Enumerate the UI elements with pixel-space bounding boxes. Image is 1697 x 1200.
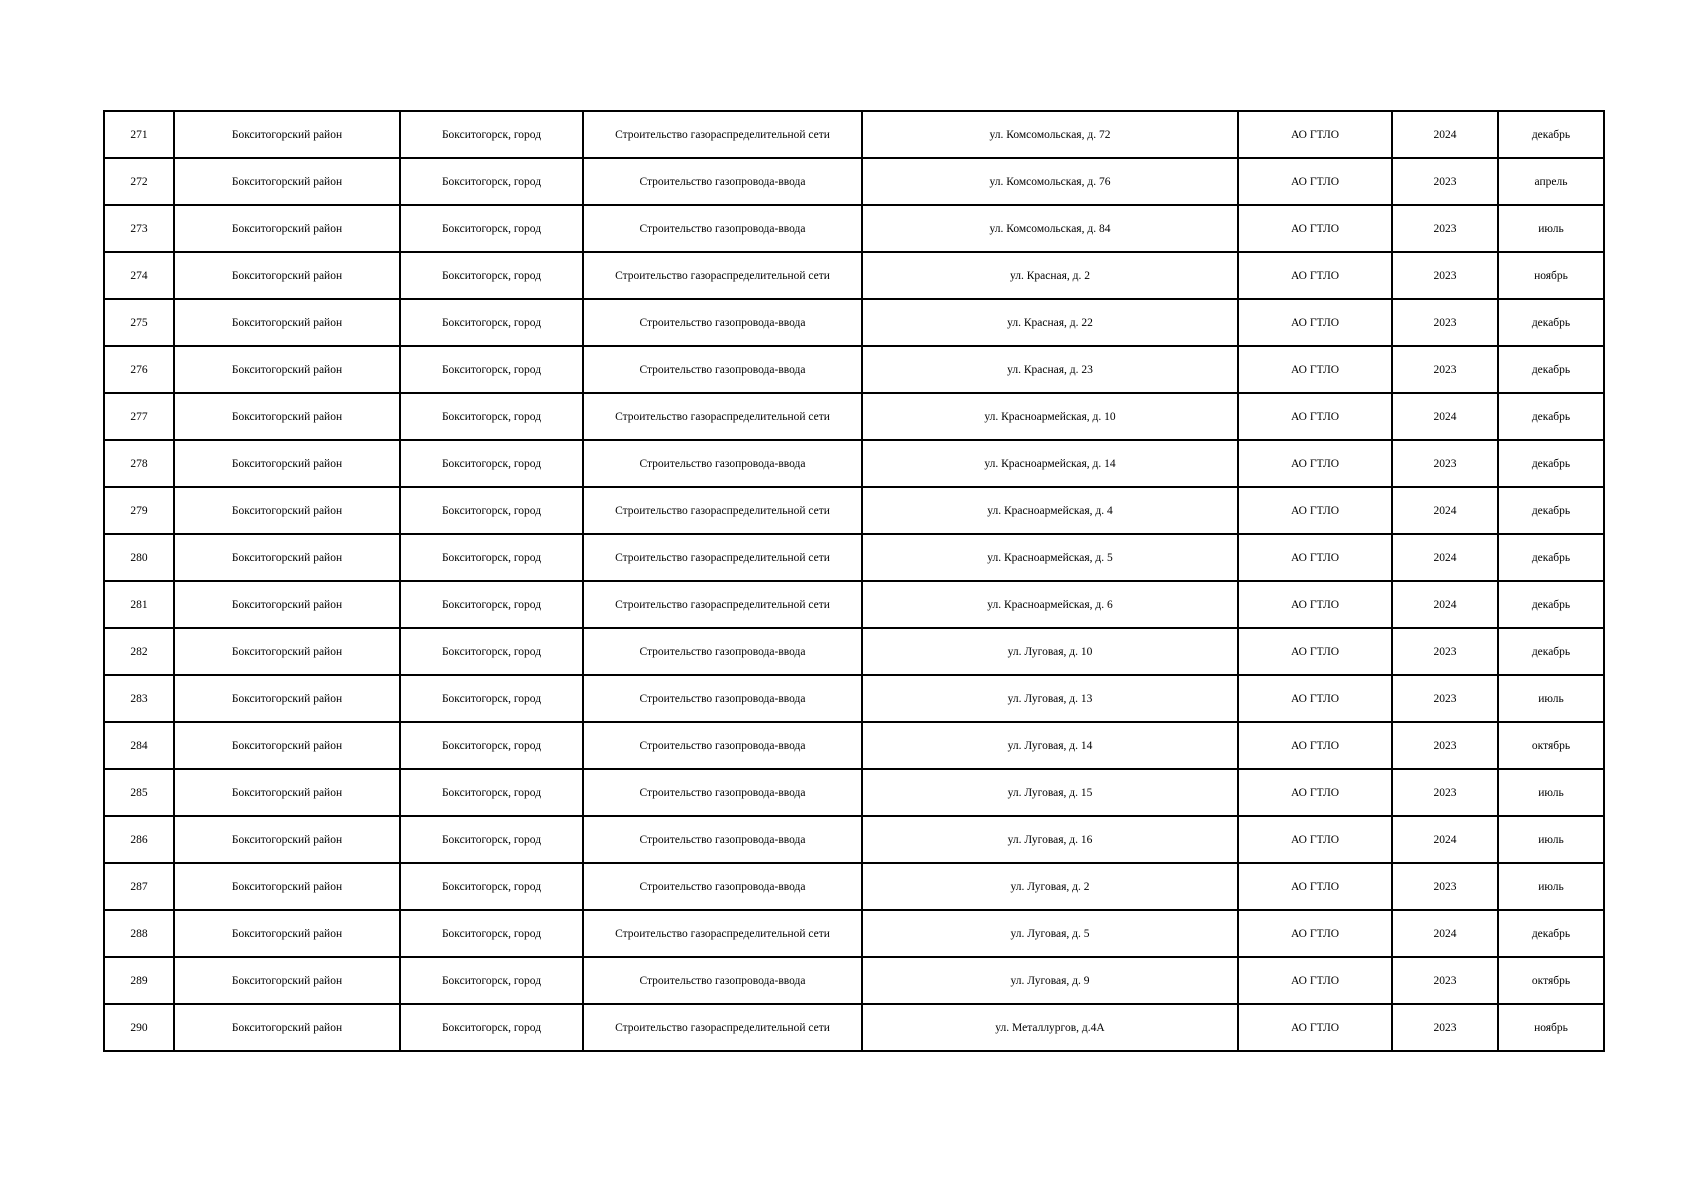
work-type-cell: Строительство газопровода-ввода bbox=[583, 769, 862, 816]
district-cell: Бокситогорский район bbox=[174, 581, 400, 628]
row-number-cell: 273 bbox=[104, 205, 174, 252]
district-cell: Бокситогорский район bbox=[174, 111, 400, 158]
row-number-cell: 279 bbox=[104, 487, 174, 534]
district-cell: Бокситогорский район bbox=[174, 393, 400, 440]
settlement-cell: Бокситогорск, город bbox=[400, 1004, 583, 1051]
year-cell: 2024 bbox=[1392, 111, 1498, 158]
month-cell: декабрь bbox=[1498, 440, 1604, 487]
table-row bbox=[104, 863, 1604, 910]
district-cell: Бокситогорский район bbox=[174, 628, 400, 675]
district-cell: Бокситогорский район bbox=[174, 910, 400, 957]
address-cell: ул. Луговая, д. 5 bbox=[862, 910, 1238, 957]
work-type-cell: Строительство газораспределительной сети bbox=[583, 111, 862, 158]
row-number-cell: 281 bbox=[104, 581, 174, 628]
row-number-cell: 272 bbox=[104, 158, 174, 205]
work-type-cell: Строительство газопровода-ввода bbox=[583, 158, 862, 205]
year-cell: 2023 bbox=[1392, 158, 1498, 205]
contractor-cell: АО ГТЛО bbox=[1238, 910, 1392, 957]
month-cell: апрель bbox=[1498, 158, 1604, 205]
settlement-cell: Бокситогорск, город bbox=[400, 299, 583, 346]
address-cell: ул. Луговая, д. 9 bbox=[862, 957, 1238, 1004]
row-number-cell: 289 bbox=[104, 957, 174, 1004]
contractor-cell: АО ГТЛО bbox=[1238, 205, 1392, 252]
work-type-cell: Строительство газораспределительной сети bbox=[583, 581, 862, 628]
row-number-cell: 271 bbox=[104, 111, 174, 158]
address-cell: ул. Луговая, д. 10 bbox=[862, 628, 1238, 675]
table-row bbox=[104, 581, 1604, 628]
document-page bbox=[103, 110, 1603, 1052]
address-cell: ул. Красная, д. 23 bbox=[862, 346, 1238, 393]
table-row bbox=[104, 910, 1604, 957]
year-cell: 2023 bbox=[1392, 863, 1498, 910]
month-cell: декабрь bbox=[1498, 111, 1604, 158]
month-cell: ноябрь bbox=[1498, 1004, 1604, 1051]
row-number-cell: 287 bbox=[104, 863, 174, 910]
address-cell: ул. Красноармейская, д. 6 bbox=[862, 581, 1238, 628]
table-body bbox=[104, 111, 1604, 1051]
work-type-cell: Строительство газопровода-ввода bbox=[583, 675, 862, 722]
table-row bbox=[104, 252, 1604, 299]
address-cell: ул. Красноармейская, д. 5 bbox=[862, 534, 1238, 581]
contractor-cell: АО ГТЛО bbox=[1238, 440, 1392, 487]
row-number-cell: 276 bbox=[104, 346, 174, 393]
settlement-cell: Бокситогорск, город bbox=[400, 393, 583, 440]
row-number-cell: 280 bbox=[104, 534, 174, 581]
work-type-cell: Строительство газораспределительной сети bbox=[583, 910, 862, 957]
work-type-cell: Строительство газораспределительной сети bbox=[583, 393, 862, 440]
settlement-cell: Бокситогорск, город bbox=[400, 158, 583, 205]
settlement-cell: Бокситогорск, город bbox=[400, 111, 583, 158]
settlement-cell: Бокситогорск, город bbox=[400, 675, 583, 722]
work-type-cell: Строительство газопровода-ввода bbox=[583, 863, 862, 910]
district-cell: Бокситогорский район bbox=[174, 957, 400, 1004]
district-cell: Бокситогорский район bbox=[174, 440, 400, 487]
contractor-cell: АО ГТЛО bbox=[1238, 722, 1392, 769]
address-cell: ул. Комсомольская, д. 76 bbox=[862, 158, 1238, 205]
contractor-cell: АО ГТЛО bbox=[1238, 957, 1392, 1004]
year-cell: 2023 bbox=[1392, 299, 1498, 346]
year-cell: 2024 bbox=[1392, 487, 1498, 534]
district-cell: Бокситогорский район bbox=[174, 1004, 400, 1051]
month-cell: октябрь bbox=[1498, 722, 1604, 769]
district-cell: Бокситогорский район bbox=[174, 722, 400, 769]
month-cell: ноябрь bbox=[1498, 252, 1604, 299]
address-cell: ул. Красная, д. 22 bbox=[862, 299, 1238, 346]
district-cell: Бокситогорский район bbox=[174, 534, 400, 581]
month-cell: декабрь bbox=[1498, 581, 1604, 628]
settlement-cell: Бокситогорск, город bbox=[400, 863, 583, 910]
year-cell: 2023 bbox=[1392, 252, 1498, 299]
work-type-cell: Строительство газопровода-ввода bbox=[583, 440, 862, 487]
row-number-cell: 277 bbox=[104, 393, 174, 440]
table-row bbox=[104, 158, 1604, 205]
month-cell: июль bbox=[1498, 675, 1604, 722]
row-number-cell: 282 bbox=[104, 628, 174, 675]
year-cell: 2023 bbox=[1392, 1004, 1498, 1051]
contractor-cell: АО ГТЛО bbox=[1238, 863, 1392, 910]
row-number-cell: 290 bbox=[104, 1004, 174, 1051]
contractor-cell: АО ГТЛО bbox=[1238, 299, 1392, 346]
table-row bbox=[104, 1004, 1604, 1051]
table-row bbox=[104, 722, 1604, 769]
address-cell: ул. Луговая, д. 15 bbox=[862, 769, 1238, 816]
district-cell: Бокситогорский район bbox=[174, 769, 400, 816]
row-number-cell: 278 bbox=[104, 440, 174, 487]
year-cell: 2023 bbox=[1392, 722, 1498, 769]
table-row bbox=[104, 957, 1604, 1004]
month-cell: декабрь bbox=[1498, 299, 1604, 346]
contractor-cell: АО ГТЛО bbox=[1238, 816, 1392, 863]
settlement-cell: Бокситогорск, город bbox=[400, 252, 583, 299]
gas-construction-table bbox=[103, 110, 1605, 1052]
contractor-cell: АО ГТЛО bbox=[1238, 1004, 1392, 1051]
month-cell: июль bbox=[1498, 863, 1604, 910]
table-row bbox=[104, 111, 1604, 158]
table-row bbox=[104, 205, 1604, 252]
contractor-cell: АО ГТЛО bbox=[1238, 581, 1392, 628]
work-type-cell: Строительство газопровода-ввода bbox=[583, 722, 862, 769]
work-type-cell: Строительство газораспределительной сети bbox=[583, 1004, 862, 1051]
address-cell: ул. Металлургов, д.4А bbox=[862, 1004, 1238, 1051]
contractor-cell: АО ГТЛО bbox=[1238, 158, 1392, 205]
row-number-cell: 275 bbox=[104, 299, 174, 346]
address-cell: ул. Луговая, д. 14 bbox=[862, 722, 1238, 769]
contractor-cell: АО ГТЛО bbox=[1238, 393, 1392, 440]
row-number-cell: 283 bbox=[104, 675, 174, 722]
contractor-cell: АО ГТЛО bbox=[1238, 675, 1392, 722]
contractor-cell: АО ГТЛО bbox=[1238, 346, 1392, 393]
work-type-cell: Строительство газопровода-ввода bbox=[583, 957, 862, 1004]
year-cell: 2023 bbox=[1392, 205, 1498, 252]
year-cell: 2023 bbox=[1392, 346, 1498, 393]
table-row bbox=[104, 769, 1604, 816]
work-type-cell: Строительство газораспределительной сети bbox=[583, 487, 862, 534]
district-cell: Бокситогорский район bbox=[174, 299, 400, 346]
work-type-cell: Строительство газопровода-ввода bbox=[583, 816, 862, 863]
contractor-cell: АО ГТЛО bbox=[1238, 252, 1392, 299]
address-cell: ул. Луговая, д. 13 bbox=[862, 675, 1238, 722]
settlement-cell: Бокситогорск, город bbox=[400, 581, 583, 628]
month-cell: декабрь bbox=[1498, 910, 1604, 957]
year-cell: 2023 bbox=[1392, 440, 1498, 487]
table-row bbox=[104, 299, 1604, 346]
district-cell: Бокситогорский район bbox=[174, 252, 400, 299]
row-number-cell: 286 bbox=[104, 816, 174, 863]
settlement-cell: Бокситогорск, город bbox=[400, 534, 583, 581]
table-row bbox=[104, 675, 1604, 722]
district-cell: Бокситогорский район bbox=[174, 675, 400, 722]
work-type-cell: Строительство газопровода-ввода bbox=[583, 628, 862, 675]
address-cell: ул. Комсомольская, д. 72 bbox=[862, 111, 1238, 158]
work-type-cell: Строительство газопровода-ввода bbox=[583, 205, 862, 252]
month-cell: июль bbox=[1498, 816, 1604, 863]
contractor-cell: АО ГТЛО bbox=[1238, 487, 1392, 534]
year-cell: 2023 bbox=[1392, 628, 1498, 675]
year-cell: 2024 bbox=[1392, 534, 1498, 581]
settlement-cell: Бокситогорск, город bbox=[400, 910, 583, 957]
table-row bbox=[104, 393, 1604, 440]
address-cell: ул. Луговая, д. 16 bbox=[862, 816, 1238, 863]
year-cell: 2024 bbox=[1392, 816, 1498, 863]
district-cell: Бокситогорский район bbox=[174, 205, 400, 252]
work-type-cell: Строительство газопровода-ввода bbox=[583, 299, 862, 346]
year-cell: 2023 bbox=[1392, 769, 1498, 816]
address-cell: ул. Луговая, д. 2 bbox=[862, 863, 1238, 910]
table-row bbox=[104, 346, 1604, 393]
settlement-cell: Бокситогорск, город bbox=[400, 628, 583, 675]
work-type-cell: Строительство газопровода-ввода bbox=[583, 346, 862, 393]
address-cell: ул. Красноармейская, д. 14 bbox=[862, 440, 1238, 487]
address-cell: ул. Комсомольская, д. 84 bbox=[862, 205, 1238, 252]
settlement-cell: Бокситогорск, город bbox=[400, 816, 583, 863]
district-cell: Бокситогорский район bbox=[174, 863, 400, 910]
year-cell: 2024 bbox=[1392, 910, 1498, 957]
table-row bbox=[104, 487, 1604, 534]
year-cell: 2024 bbox=[1392, 393, 1498, 440]
address-cell: ул. Красноармейская, д. 4 bbox=[862, 487, 1238, 534]
district-cell: Бокситогорский район bbox=[174, 158, 400, 205]
settlement-cell: Бокситогорск, город bbox=[400, 722, 583, 769]
table-row bbox=[104, 534, 1604, 581]
month-cell: июль bbox=[1498, 769, 1604, 816]
contractor-cell: АО ГТЛО bbox=[1238, 628, 1392, 675]
district-cell: Бокситогорский район bbox=[174, 487, 400, 534]
year-cell: 2024 bbox=[1392, 581, 1498, 628]
row-number-cell: 288 bbox=[104, 910, 174, 957]
month-cell: октябрь bbox=[1498, 957, 1604, 1004]
month-cell: декабрь bbox=[1498, 393, 1604, 440]
contractor-cell: АО ГТЛО bbox=[1238, 111, 1392, 158]
work-type-cell: Строительство газораспределительной сети bbox=[583, 534, 862, 581]
row-number-cell: 274 bbox=[104, 252, 174, 299]
month-cell: июль bbox=[1498, 205, 1604, 252]
month-cell: декабрь bbox=[1498, 534, 1604, 581]
address-cell: ул. Красная, д. 2 bbox=[862, 252, 1238, 299]
address-cell: ул. Красноармейская, д. 10 bbox=[862, 393, 1238, 440]
settlement-cell: Бокситогорск, город bbox=[400, 769, 583, 816]
row-number-cell: 285 bbox=[104, 769, 174, 816]
year-cell: 2023 bbox=[1392, 675, 1498, 722]
month-cell: декабрь bbox=[1498, 628, 1604, 675]
settlement-cell: Бокситогорск, город bbox=[400, 487, 583, 534]
settlement-cell: Бокситогорск, город bbox=[400, 205, 583, 252]
year-cell: 2023 bbox=[1392, 957, 1498, 1004]
month-cell: декабрь bbox=[1498, 346, 1604, 393]
contractor-cell: АО ГТЛО bbox=[1238, 534, 1392, 581]
settlement-cell: Бокситогорск, город bbox=[400, 957, 583, 1004]
settlement-cell: Бокситогорск, город bbox=[400, 346, 583, 393]
row-number-cell: 284 bbox=[104, 722, 174, 769]
district-cell: Бокситогорский район bbox=[174, 346, 400, 393]
table-row bbox=[104, 816, 1604, 863]
work-type-cell: Строительство газораспределительной сети bbox=[583, 252, 862, 299]
settlement-cell: Бокситогорск, город bbox=[400, 440, 583, 487]
table-row bbox=[104, 628, 1604, 675]
district-cell: Бокситогорский район bbox=[174, 816, 400, 863]
contractor-cell: АО ГТЛО bbox=[1238, 769, 1392, 816]
table-row bbox=[104, 440, 1604, 487]
month-cell: декабрь bbox=[1498, 487, 1604, 534]
